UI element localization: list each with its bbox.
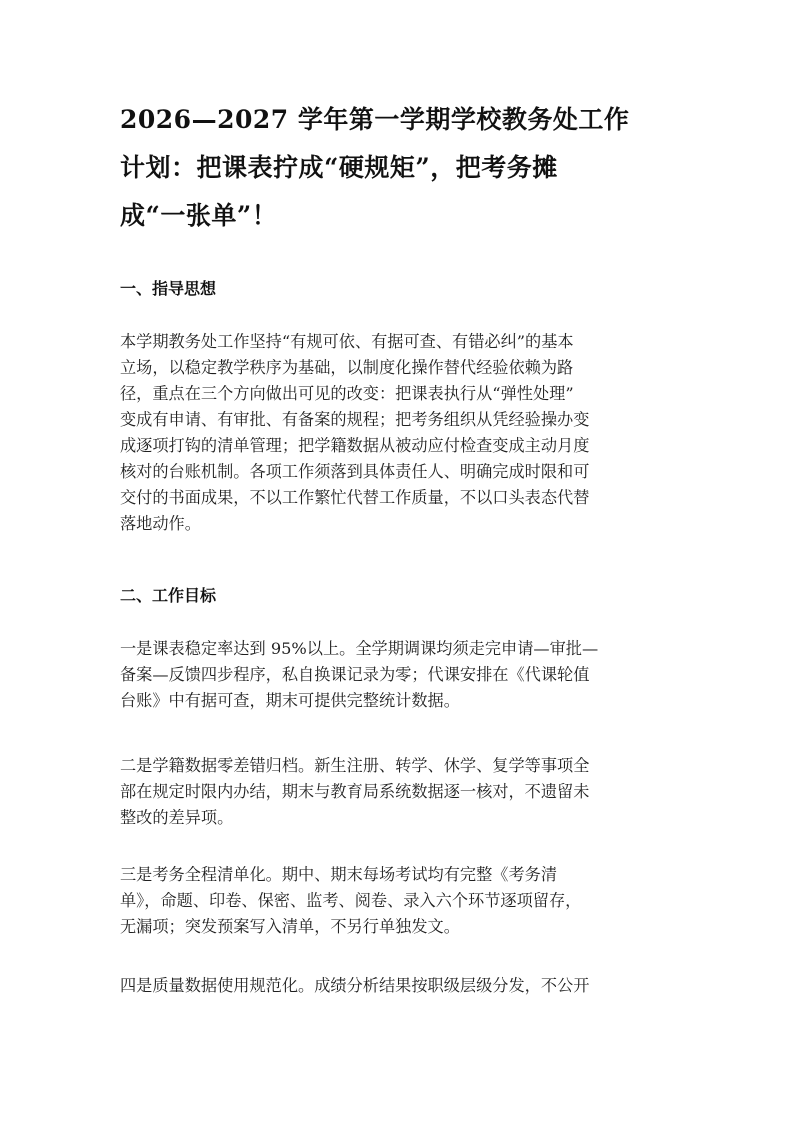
paragraph-goal-1	[120, 636, 680, 714]
paragraph-line: 核对的台账机制。各项工作须落到具体责任人、明确完成时限和可	[120, 462, 590, 481]
paragraph-line: 变成有申请、有审批、有备案的规程；把考务组织从凭经验操办变	[120, 410, 590, 429]
title-line: 2026—2027 学年第一学期学校教务处工作	[120, 105, 630, 134]
paragraph-goal-2	[120, 753, 680, 831]
paragraph-guiding-ideology	[120, 329, 680, 537]
section-heading-guiding-ideology: 一、指导思想	[120, 279, 217, 298]
paragraph-line: 台账》中有据可查，期末可提供完整统计数据。	[120, 691, 460, 710]
paragraph-line: 部在规定时限内办结，期末与教育局系统数据逐一核对，不遗留未	[120, 782, 590, 801]
paragraph-line: 落地动作。	[120, 514, 201, 533]
paragraph-line: 三是考务全程清单化。期中、期末每场考试均有完整《考务清	[120, 865, 558, 884]
paragraph-line: 本学期教务处工作坚持“有规可依、有据可查、有错必纠”的基本	[120, 332, 574, 351]
paragraph-line: 四是质量数据使用规范化。成绩分析结果按职级层级分发，不公开	[120, 976, 590, 995]
paragraph-line: 无漏项；突发预案写入清单，不另行单独发文。	[120, 917, 460, 936]
document-title	[120, 96, 666, 240]
paragraph-goal-4	[120, 973, 680, 999]
paragraph-line: 单》，命题、印卷、保密、监考、阅卷、录入六个环节逐项留存，	[120, 891, 582, 910]
paragraph-line: 备案—反馈四步程序，私自换课记录为零；代课安排在《代课轮值	[120, 665, 590, 684]
paragraph-line: 一是课表稳定率达到 95%以上。全学期调课均须走完申请—审批—	[120, 639, 599, 658]
paragraph-line: 径，重点在三个方向做出可见的改变：把课表执行从“弹性处理”	[120, 384, 574, 403]
section-heading-work-goals: 二、工作目标	[120, 586, 217, 605]
paragraph-line: 成逐项打钩的清单管理；把学籍数据从被动应付检查变成主动月度	[120, 436, 590, 455]
paragraph-goal-3	[120, 862, 680, 940]
title-line: 成“一张单”！	[120, 201, 278, 230]
paragraph-line: 二是学籍数据零差错归档。新生注册、转学、休学、复学等事项全	[120, 756, 590, 775]
paragraph-line: 整改的差异项。	[120, 808, 234, 827]
paragraph-line: 立场，以稳定教学秩序为基础，以制度化操作替代经验依赖为路	[120, 358, 574, 377]
paragraph-line: 交付的书面成果，不以工作繁忙代替工作质量，不以口头表态代替	[120, 488, 590, 507]
title-line: 计划：把课表拧成“硬规矩”，把考务摊	[120, 153, 558, 182]
